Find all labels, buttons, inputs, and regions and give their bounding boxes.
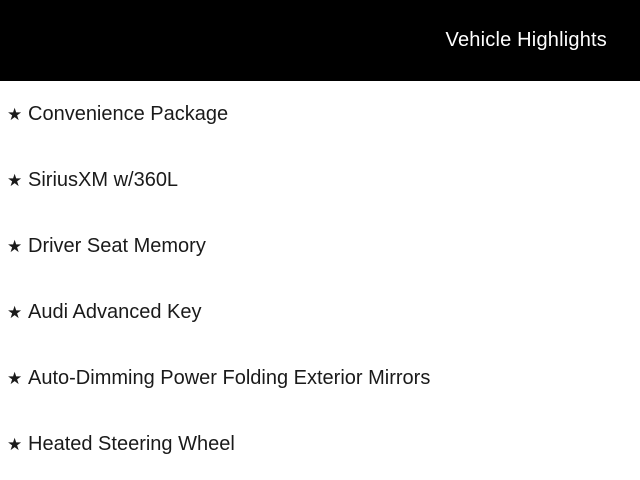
star-icon: ★	[7, 104, 23, 124]
highlight-item	[0, 345, 640, 411]
highlight-item	[0, 213, 640, 279]
highlight-label: Auto-Dimming Power Folding Exterior Mirrors	[28, 367, 431, 389]
highlight-label: Heated Steering Wheel	[28, 433, 235, 455]
header-bar	[0, 0, 640, 81]
highlight-label: SiriusXM w/360L	[28, 169, 179, 191]
highlights-list	[0, 81, 640, 477]
highlight-item	[0, 279, 640, 345]
star-icon: ★	[7, 434, 23, 454]
highlight-item	[0, 147, 640, 213]
star-icon: ★	[7, 236, 23, 256]
star-icon: ★	[7, 368, 23, 388]
star-icon: ★	[7, 302, 23, 322]
star-icon: ★	[7, 170, 23, 190]
page-title: Vehicle Highlights	[445, 29, 607, 51]
highlight-item	[0, 81, 640, 147]
highlight-label: Audi Advanced Key	[28, 301, 202, 323]
highlight-item	[0, 411, 640, 477]
highlight-label: Driver Seat Memory	[28, 235, 206, 257]
highlight-label: Convenience Package	[28, 103, 229, 125]
